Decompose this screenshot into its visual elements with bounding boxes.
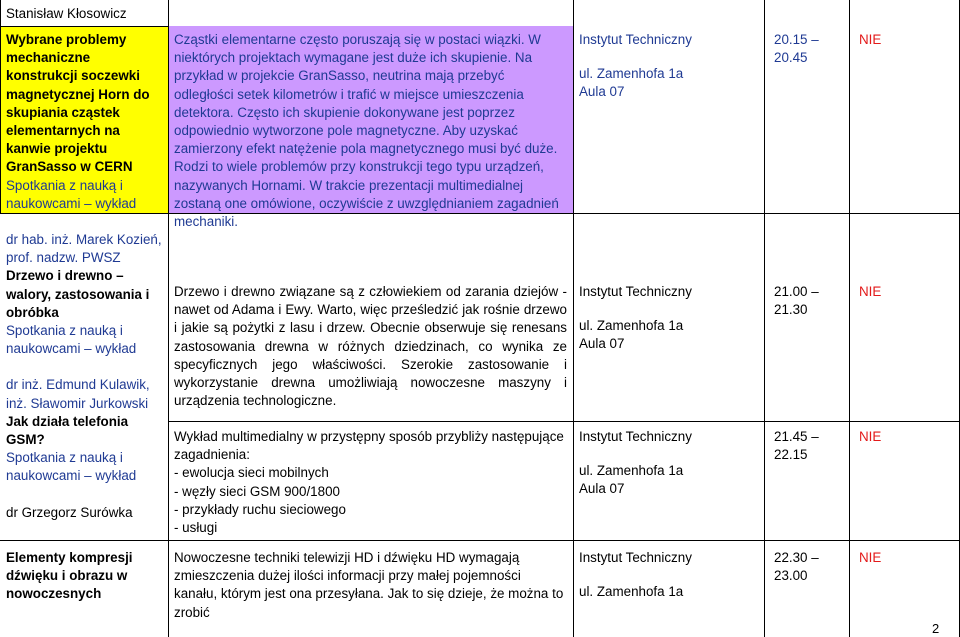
event-place [573, 425, 764, 499]
time-start: 20.15 – [774, 32, 819, 47]
place-street: ul. Zamenhofa 1a [579, 66, 684, 82]
event-form: Spotkania z nauką i naukowcami – wykład [6, 323, 137, 357]
place-institute: Instytut Techniczny [579, 429, 692, 444]
event-title-cell [0, 28, 168, 213]
time-end: 22.15 [774, 447, 808, 463]
place-street: ul. Zamenhofa 1a [579, 584, 684, 600]
place-institute: Instytut Techniczny [579, 550, 692, 565]
event-description: Drzewo i drewno związane są z człowiekiem od zarania dziejów - nawet od Adama i Ewy. Warto, więc prześledzić jak rośnie drzewo i jakie są pożytki z lasu i drzew. Obecnie obserwuje się renesans zastosowania drewna w różnych dziedzinach, co wynika ze specyficznych jego właściwości. Szerokie zastosowanie i wykorzystanie drewna umożliwiają nowoczesne maszyny i urządzenia technologiczne. [174, 284, 567, 409]
speaker-name: dr hab. inż. Marek Kozień, prof. nadzw. PWSZ [6, 232, 162, 266]
time-end: 20.45 [774, 50, 808, 66]
speaker-name: Stanisław Kłosowicz [6, 6, 127, 21]
speakers-cell [0, 228, 168, 522]
registration-flag: NIE [859, 284, 882, 299]
time-start: 22.30 – [774, 550, 819, 565]
event-place [573, 546, 764, 601]
registration-flag: NIE [859, 32, 882, 47]
event-form: Spotkania z nauką i naukowcami – wykład [6, 450, 137, 484]
event-form: Spotkania z nauką i naukowcami – wykład [6, 177, 137, 211]
event-title: Wybrane problemy mechaniczne konstrukcji soczewki magnetycznej Horn do skupiania cząstek elementarnych na kanwie projektu GranSasso w CERN [6, 32, 150, 175]
speaker-name: dr inż. Edmund Kulawik, inż. Sławomir Jurkowski [6, 377, 150, 411]
place-street: ul. Zamenhofa 1a [579, 318, 684, 334]
grid-line [0, 540, 960, 541]
topic-item: - ewolucja sieci mobilnych [174, 465, 329, 481]
event-time [764, 28, 849, 67]
event-description: Cząstki elementarne często poruszają się w postaci wiązki. W niektórych projektach wymagane jest duże ich skupienie. Na przykład w projekcie GranSasso, neutrina mają przebyć odległości setek kilometrów i trafić w miejsce umieszczenia detektora. Często ich skupienie dokonywane jest poprzez odpowiednio wytworzone pole magnetyczne. Aby uzyskać zamierzony efekt natężenie pola magnetycznego musi być duże. Rodzi to wiele problemów przy konstrukcji tego typu urządzeń, nazywanych Hornami. W trakcie prezentacji multimedialnej zostaną one omówione, oczywiście z uwzględnianiem zagadnień mechaniki. [174, 32, 559, 230]
event-place [573, 280, 764, 354]
topic-item: - węzły sieci GSM 900/1800 [174, 483, 340, 499]
grid-line [0, 26, 168, 27]
grid-line [168, 421, 960, 422]
time-start: 21.00 – [774, 284, 819, 299]
grid-line [849, 0, 850, 637]
event-title: Elementy kompresji dźwięku i obrazu w nowoczesnych [6, 550, 133, 602]
place-street: ul. Zamenhofa 1a [579, 463, 684, 479]
time-end: 21.30 [774, 302, 808, 318]
event-description: Nowoczesne techniki telewizji HD i dźwięku HD wymagają zmieszczenia dużej ilości informacji przy małej pojemności kanału, którym jest ona przesyłana. Jak to się dzieje, że można to zrobić [174, 550, 564, 620]
place-institute: Instytut Techniczny [579, 32, 692, 47]
event-description [168, 425, 573, 537]
speaker-name: dr Grzegorz Surówka [6, 504, 133, 520]
page-number: 2 [932, 621, 940, 636]
event-title: Jak działa telefonia GSM? [6, 413, 129, 448]
event-place [573, 28, 764, 102]
event-title: Drzewo i drewno – walory, zastosowania i obróbka [6, 268, 150, 320]
description-intro: Wykład multimedialny w przystępny sposób przybliży następujące zagadnienia: [174, 429, 564, 463]
place-room: Aula 07 [579, 84, 625, 100]
place-room: Aula 07 [579, 481, 625, 497]
event-time [764, 425, 849, 464]
topic-item: - usługi [174, 520, 218, 536]
place-room: Aula 07 [579, 336, 625, 352]
time-end: 23.00 [774, 568, 808, 584]
time-start: 21.45 – [774, 429, 819, 444]
place-institute: Instytut Techniczny [579, 284, 692, 299]
event-time [764, 546, 849, 585]
topic-item: - przykłady ruchu sieciowego [174, 501, 346, 517]
registration-flag: NIE [859, 550, 882, 565]
event-time [764, 280, 849, 319]
registration-flag: NIE [859, 429, 882, 444]
